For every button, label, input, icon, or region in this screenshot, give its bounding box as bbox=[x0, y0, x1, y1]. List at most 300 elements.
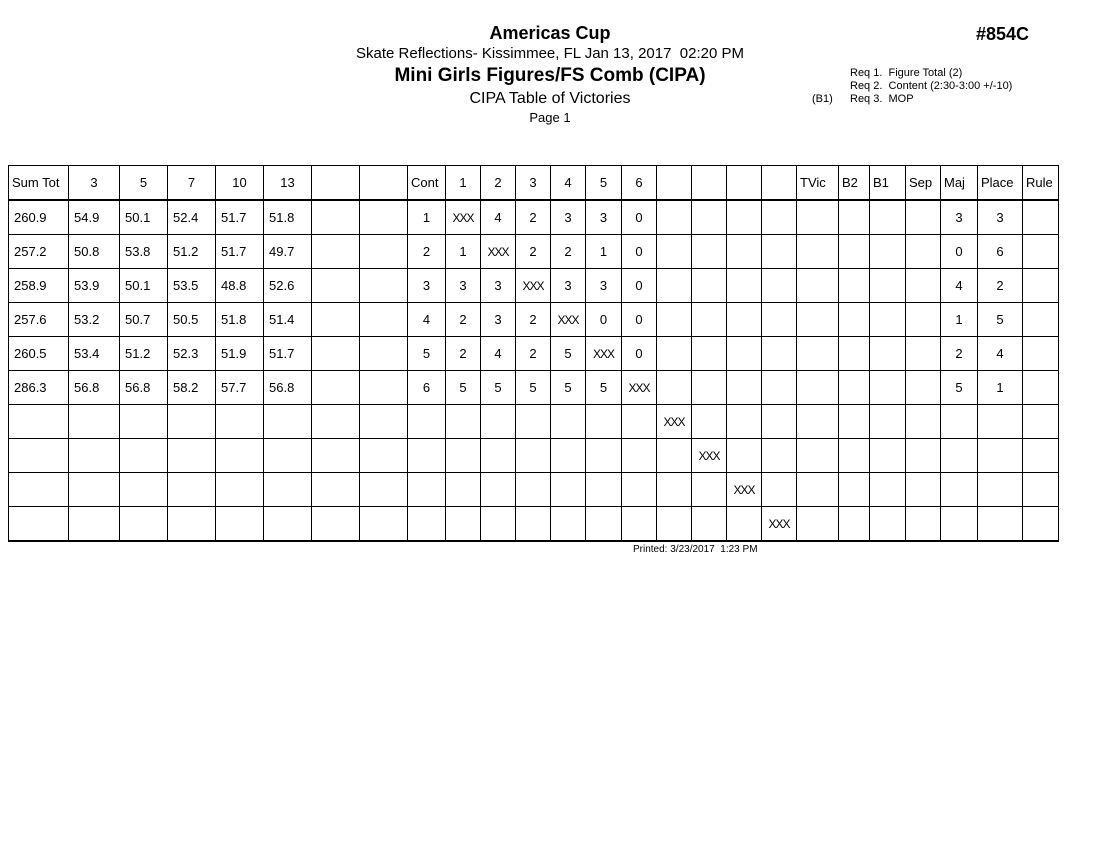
table-cell bbox=[941, 507, 978, 542]
table-cell: 2 bbox=[941, 337, 978, 371]
table-cell: 53.5 bbox=[168, 269, 216, 303]
table-cell bbox=[657, 439, 692, 473]
table-cell: 0 bbox=[622, 200, 657, 235]
table-cell: 0 bbox=[622, 337, 657, 371]
table-cell bbox=[797, 405, 839, 439]
table-cell bbox=[727, 405, 762, 439]
table-title: CIPA Table of Victories bbox=[469, 90, 631, 107]
table-cell bbox=[797, 473, 839, 507]
table-cell bbox=[870, 371, 906, 405]
table-cell bbox=[797, 337, 839, 371]
requirement-text: Req 1. Figure Total (2) bbox=[850, 67, 963, 79]
printed-timestamp: Printed: 3/23/2017 1:23 PM bbox=[633, 544, 758, 555]
table-cell bbox=[839, 507, 870, 542]
table-cell bbox=[120, 405, 168, 439]
table-cell bbox=[516, 507, 551, 542]
table-cell: 5 bbox=[481, 371, 516, 405]
table-cell: 3 bbox=[481, 269, 516, 303]
table-row bbox=[9, 200, 1059, 235]
column-header: 7 bbox=[168, 166, 216, 201]
table-cell: 4 bbox=[481, 200, 516, 235]
table-cell: 2 bbox=[516, 337, 551, 371]
table-cell bbox=[360, 235, 408, 269]
table-cell bbox=[1023, 439, 1059, 473]
table-cell bbox=[446, 473, 481, 507]
table-cell bbox=[906, 337, 941, 371]
table-cell bbox=[69, 507, 120, 542]
table-cell bbox=[657, 507, 692, 542]
column-header: 3 bbox=[69, 166, 120, 201]
table-cell bbox=[312, 337, 360, 371]
table-cell: 6 bbox=[408, 371, 446, 405]
table-cell bbox=[906, 200, 941, 235]
table-cell bbox=[797, 371, 839, 405]
table-cell: 3 bbox=[551, 200, 586, 235]
table-cell bbox=[906, 269, 941, 303]
table-cell: 4 bbox=[978, 337, 1023, 371]
column-header: Place bbox=[978, 166, 1023, 201]
table-cell: 0 bbox=[622, 303, 657, 337]
table-cell: 2 bbox=[446, 303, 481, 337]
table-cell bbox=[727, 235, 762, 269]
table-cell bbox=[360, 337, 408, 371]
table-cell: 3 bbox=[551, 269, 586, 303]
crossed-out-cell: XXX bbox=[516, 269, 551, 303]
table-cell: 1 bbox=[586, 235, 622, 269]
table-container bbox=[8, 165, 1059, 542]
column-header bbox=[762, 166, 797, 201]
table-cell: 6 bbox=[978, 235, 1023, 269]
column-header: B1 bbox=[870, 166, 906, 201]
table-cell bbox=[360, 303, 408, 337]
column-header: 13 bbox=[264, 166, 312, 201]
table-cell bbox=[1023, 303, 1059, 337]
page-number: Page 1 bbox=[529, 110, 571, 125]
table-cell: 3 bbox=[408, 269, 446, 303]
table-cell: 1 bbox=[941, 303, 978, 337]
table-cell bbox=[516, 439, 551, 473]
column-header: 1 bbox=[446, 166, 481, 201]
crossed-out-cell: XXX bbox=[727, 473, 762, 507]
crossed-out-cell: XXX bbox=[657, 405, 692, 439]
table-cell: 258.9 bbox=[9, 269, 69, 303]
table-cell bbox=[657, 371, 692, 405]
table-cell bbox=[216, 439, 264, 473]
table-cell bbox=[657, 473, 692, 507]
table-cell: 2 bbox=[446, 337, 481, 371]
table-cell bbox=[906, 439, 941, 473]
table-cell: 3 bbox=[586, 269, 622, 303]
column-header bbox=[727, 166, 762, 201]
table-cell bbox=[360, 269, 408, 303]
table-cell bbox=[906, 371, 941, 405]
table-cell bbox=[264, 439, 312, 473]
table-cell bbox=[692, 473, 727, 507]
table-cell bbox=[360, 507, 408, 542]
table-cell: 5 bbox=[408, 337, 446, 371]
table-cell bbox=[551, 439, 586, 473]
table-cell bbox=[120, 439, 168, 473]
table-cell bbox=[551, 473, 586, 507]
table-cell bbox=[657, 235, 692, 269]
category-title: Mini Girls Figures/FS Comb (CIPA) bbox=[394, 65, 706, 86]
table-cell bbox=[360, 439, 408, 473]
column-header bbox=[657, 166, 692, 201]
table-cell bbox=[1023, 337, 1059, 371]
table-cell bbox=[69, 439, 120, 473]
table-cell bbox=[762, 405, 797, 439]
table-cell bbox=[870, 405, 906, 439]
table-cell bbox=[360, 200, 408, 235]
table-cell bbox=[264, 473, 312, 507]
table-cell bbox=[360, 473, 408, 507]
table-cell: 2 bbox=[516, 235, 551, 269]
table-cell bbox=[692, 235, 727, 269]
table-cell: 3 bbox=[446, 269, 481, 303]
table-cell bbox=[906, 235, 941, 269]
table-cell: 4 bbox=[481, 337, 516, 371]
table-cell bbox=[839, 200, 870, 235]
table-row bbox=[9, 303, 1059, 337]
table-cell bbox=[551, 507, 586, 542]
table-cell bbox=[797, 235, 839, 269]
crossed-out-cell: XXX bbox=[586, 337, 622, 371]
table-cell bbox=[797, 439, 839, 473]
column-header: Maj bbox=[941, 166, 978, 201]
table-cell bbox=[839, 439, 870, 473]
table-cell bbox=[978, 473, 1023, 507]
requirement-text: Req 2. Content (2:30-3:00 +/-10) bbox=[850, 80, 1013, 92]
table-row bbox=[9, 269, 1059, 303]
table-row bbox=[9, 473, 1059, 507]
table-cell bbox=[446, 405, 481, 439]
table-cell bbox=[762, 235, 797, 269]
table-cell bbox=[622, 473, 657, 507]
table-cell: 5 bbox=[551, 371, 586, 405]
table-cell bbox=[906, 507, 941, 542]
table-cell bbox=[978, 439, 1023, 473]
column-header: Sum Tot bbox=[9, 166, 69, 201]
table-cell bbox=[870, 235, 906, 269]
table-cell bbox=[168, 507, 216, 542]
table-cell bbox=[264, 507, 312, 542]
table-cell: 52.3 bbox=[168, 337, 216, 371]
table-cell: 51.2 bbox=[120, 337, 168, 371]
header-row bbox=[9, 166, 1059, 201]
table-cell bbox=[870, 200, 906, 235]
table-cell: 56.8 bbox=[69, 371, 120, 405]
table-cell bbox=[978, 507, 1023, 542]
table-cell bbox=[1023, 405, 1059, 439]
table-cell bbox=[69, 405, 120, 439]
table-cell: 3 bbox=[481, 303, 516, 337]
table-cell bbox=[906, 473, 941, 507]
requirement-line bbox=[812, 67, 1012, 80]
column-header: 3 bbox=[516, 166, 551, 201]
table-cell: 5 bbox=[516, 371, 551, 405]
table-cell bbox=[168, 405, 216, 439]
table-cell: 5 bbox=[941, 371, 978, 405]
table-cell bbox=[1023, 235, 1059, 269]
table-cell: 58.2 bbox=[168, 371, 216, 405]
table-cell bbox=[551, 405, 586, 439]
table-cell bbox=[870, 337, 906, 371]
column-header: 5 bbox=[586, 166, 622, 201]
event-number: #854C bbox=[976, 24, 1030, 44]
table-cell bbox=[692, 200, 727, 235]
table-cell bbox=[312, 405, 360, 439]
column-header: B2 bbox=[839, 166, 870, 201]
table-cell bbox=[312, 439, 360, 473]
column-header: 6 bbox=[622, 166, 657, 201]
table-cell bbox=[657, 337, 692, 371]
table-cell: 51.7 bbox=[216, 235, 264, 269]
table-cell bbox=[69, 473, 120, 507]
table-cell: 52.4 bbox=[168, 200, 216, 235]
table-cell bbox=[692, 303, 727, 337]
table-cell bbox=[727, 507, 762, 542]
table-cell: 52.6 bbox=[264, 269, 312, 303]
table-cell bbox=[797, 507, 839, 542]
victories-table bbox=[8, 165, 1059, 542]
crossed-out-cell: XXX bbox=[446, 200, 481, 235]
crossed-out-cell: XXX bbox=[692, 439, 727, 473]
table-cell: 3 bbox=[586, 200, 622, 235]
table-cell bbox=[622, 405, 657, 439]
column-header: 10 bbox=[216, 166, 264, 201]
table-cell bbox=[839, 473, 870, 507]
table-cell bbox=[481, 473, 516, 507]
crossed-out-cell: XXX bbox=[622, 371, 657, 405]
table-row bbox=[9, 439, 1059, 473]
column-header bbox=[360, 166, 408, 201]
table-cell bbox=[120, 473, 168, 507]
table-cell: 286.3 bbox=[9, 371, 69, 405]
table-cell bbox=[762, 200, 797, 235]
table-cell bbox=[839, 235, 870, 269]
table-cell: 54.9 bbox=[69, 200, 120, 235]
table-cell bbox=[839, 405, 870, 439]
table-cell bbox=[870, 473, 906, 507]
table-cell: 0 bbox=[586, 303, 622, 337]
requirement-text: Req 3. MOP bbox=[850, 93, 914, 105]
table-cell bbox=[839, 269, 870, 303]
table-cell: 51.9 bbox=[216, 337, 264, 371]
table-cell: 53.8 bbox=[120, 235, 168, 269]
table-cell bbox=[906, 405, 941, 439]
table-cell: 51.8 bbox=[216, 303, 264, 337]
table-cell: 50.1 bbox=[120, 269, 168, 303]
table-cell: 56.8 bbox=[264, 371, 312, 405]
table-cell: 53.9 bbox=[69, 269, 120, 303]
table-row bbox=[9, 371, 1059, 405]
table-cell bbox=[622, 439, 657, 473]
table-cell: 50.8 bbox=[69, 235, 120, 269]
table-cell: 48.8 bbox=[216, 269, 264, 303]
table-cell: 51.4 bbox=[264, 303, 312, 337]
table-cell bbox=[312, 200, 360, 235]
column-header: 2 bbox=[481, 166, 516, 201]
table-cell bbox=[9, 507, 69, 542]
requirement-prefix: (B1) bbox=[812, 93, 833, 105]
table-cell bbox=[762, 473, 797, 507]
table-cell: 50.1 bbox=[120, 200, 168, 235]
table-cell: 53.2 bbox=[69, 303, 120, 337]
table-cell: 4 bbox=[408, 303, 446, 337]
column-header bbox=[692, 166, 727, 201]
table-cell: 3 bbox=[941, 200, 978, 235]
requirement-prefix bbox=[812, 67, 850, 80]
table-cell bbox=[168, 439, 216, 473]
table-cell: 257.2 bbox=[9, 235, 69, 269]
table-cell bbox=[692, 371, 727, 405]
event-title: Americas Cup bbox=[489, 23, 611, 43]
table-cell bbox=[692, 269, 727, 303]
table-cell bbox=[941, 473, 978, 507]
table-cell bbox=[586, 507, 622, 542]
table-cell bbox=[657, 200, 692, 235]
table-cell: 1 bbox=[978, 371, 1023, 405]
table-cell bbox=[481, 405, 516, 439]
table-cell: 5 bbox=[978, 303, 1023, 337]
table-cell bbox=[312, 303, 360, 337]
table-cell: 5 bbox=[446, 371, 481, 405]
table-cell bbox=[762, 439, 797, 473]
table-cell bbox=[1023, 473, 1059, 507]
table-cell: 5 bbox=[586, 371, 622, 405]
table-cell bbox=[839, 371, 870, 405]
requirement-prefix bbox=[812, 80, 850, 93]
column-header: 4 bbox=[551, 166, 586, 201]
table-cell bbox=[727, 303, 762, 337]
table-cell bbox=[797, 269, 839, 303]
table-cell bbox=[312, 371, 360, 405]
table-cell bbox=[408, 405, 446, 439]
table-cell bbox=[216, 507, 264, 542]
table-cell: 2 bbox=[408, 235, 446, 269]
table-cell bbox=[657, 303, 692, 337]
crossed-out-cell: XXX bbox=[481, 235, 516, 269]
table-row bbox=[9, 507, 1059, 542]
table-cell bbox=[870, 439, 906, 473]
table-cell bbox=[120, 507, 168, 542]
table-cell bbox=[9, 405, 69, 439]
table-cell: 50.5 bbox=[168, 303, 216, 337]
table-cell bbox=[941, 405, 978, 439]
table-row bbox=[9, 235, 1059, 269]
table-cell bbox=[797, 303, 839, 337]
column-header: 5 bbox=[120, 166, 168, 201]
table-cell: 1 bbox=[446, 235, 481, 269]
table-cell bbox=[312, 473, 360, 507]
table-row bbox=[9, 337, 1059, 371]
table-cell bbox=[692, 337, 727, 371]
table-row bbox=[9, 405, 1059, 439]
crossed-out-cell: XXX bbox=[762, 507, 797, 542]
table-cell: 2 bbox=[551, 235, 586, 269]
table-cell bbox=[481, 439, 516, 473]
table-cell: 51.7 bbox=[216, 200, 264, 235]
table-cell bbox=[216, 405, 264, 439]
table-cell bbox=[408, 473, 446, 507]
table-cell: 1 bbox=[408, 200, 446, 235]
table-cell bbox=[516, 405, 551, 439]
table-cell bbox=[727, 269, 762, 303]
table-cell bbox=[586, 439, 622, 473]
table-cell: 49.7 bbox=[264, 235, 312, 269]
table-cell bbox=[481, 507, 516, 542]
table-cell bbox=[9, 439, 69, 473]
table-cell bbox=[1023, 269, 1059, 303]
table-cell bbox=[870, 303, 906, 337]
table-cell: 2 bbox=[978, 269, 1023, 303]
table-cell bbox=[870, 507, 906, 542]
table-cell bbox=[9, 473, 69, 507]
table-cell bbox=[516, 473, 551, 507]
column-header bbox=[312, 166, 360, 201]
table-cell bbox=[762, 269, 797, 303]
table-cell bbox=[727, 439, 762, 473]
table-cell bbox=[1023, 200, 1059, 235]
table-cell: 0 bbox=[622, 269, 657, 303]
table-cell bbox=[264, 405, 312, 439]
table-cell bbox=[978, 405, 1023, 439]
table-cell: 3 bbox=[978, 200, 1023, 235]
table-cell: 4 bbox=[941, 269, 978, 303]
table-cell bbox=[586, 473, 622, 507]
requirement-line bbox=[812, 80, 1012, 93]
venue-date-line: Skate Reflections- Kissimmee, FL Jan 13, 2017 02:20 PM bbox=[356, 45, 744, 62]
table-cell: 51.7 bbox=[264, 337, 312, 371]
table-cell bbox=[622, 507, 657, 542]
table-cell bbox=[312, 269, 360, 303]
table-cell bbox=[657, 269, 692, 303]
table-cell bbox=[762, 337, 797, 371]
requirement-line bbox=[812, 93, 1012, 106]
table-cell bbox=[216, 473, 264, 507]
table-cell bbox=[586, 405, 622, 439]
table-cell bbox=[727, 371, 762, 405]
table-cell bbox=[797, 200, 839, 235]
table-cell bbox=[692, 507, 727, 542]
table-cell: 50.7 bbox=[120, 303, 168, 337]
column-header: Sep bbox=[906, 166, 941, 201]
table-cell bbox=[727, 337, 762, 371]
table-cell: 257.6 bbox=[9, 303, 69, 337]
table-cell: 5 bbox=[551, 337, 586, 371]
table-cell bbox=[408, 439, 446, 473]
table-cell bbox=[839, 303, 870, 337]
table-cell bbox=[1023, 371, 1059, 405]
table-cell bbox=[446, 439, 481, 473]
table-cell: 260.5 bbox=[9, 337, 69, 371]
table-cell bbox=[839, 337, 870, 371]
table-cell: 51.8 bbox=[264, 200, 312, 235]
table-cell bbox=[906, 303, 941, 337]
table-cell bbox=[360, 371, 408, 405]
table-cell: 0 bbox=[941, 235, 978, 269]
crossed-out-cell: XXX bbox=[551, 303, 586, 337]
table-cell: 2 bbox=[516, 200, 551, 235]
table-cell bbox=[692, 405, 727, 439]
table-cell: 0 bbox=[622, 235, 657, 269]
table-cell bbox=[408, 507, 446, 542]
table-cell: 56.8 bbox=[120, 371, 168, 405]
table-cell bbox=[762, 371, 797, 405]
table-cell bbox=[941, 439, 978, 473]
table-cell bbox=[446, 507, 481, 542]
table-cell: 2 bbox=[516, 303, 551, 337]
